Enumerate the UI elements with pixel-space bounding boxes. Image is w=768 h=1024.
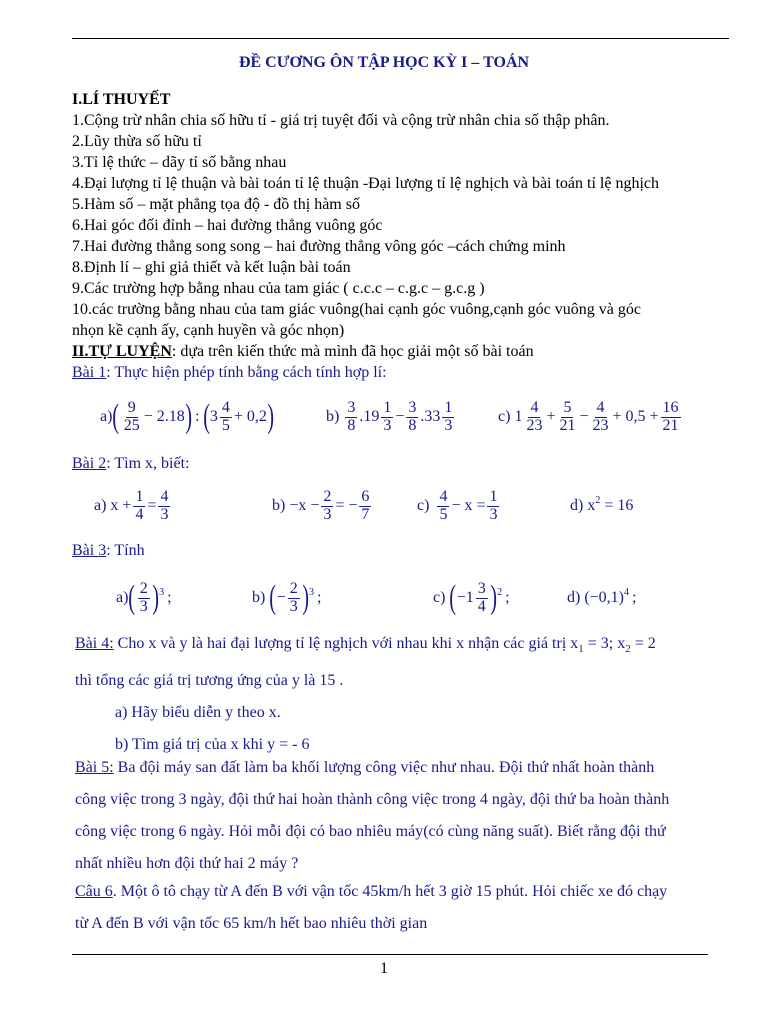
denominator: 21 — [662, 416, 679, 434]
fraction — [158, 489, 170, 524]
bai3-b-label: b) — [252, 589, 266, 606]
bai2-label: Bài 2 — [72, 455, 107, 472]
numerator: 4 — [530, 398, 539, 416]
numerator: 16 — [662, 398, 679, 416]
bai4-line1 — [75, 628, 735, 665]
fraction — [442, 400, 454, 435]
fraction — [133, 489, 145, 524]
theory-item: 10.các trường bằng nhau của tam giác vuông(hai cạnh góc vuông,cạnh góc vuông và góc — [72, 301, 641, 318]
practice-heading: II.TỰ LUYỆN — [72, 343, 172, 360]
numerator: 4 — [596, 398, 605, 416]
bai3-expr-b — [252, 576, 321, 620]
numerator: 4 — [439, 487, 448, 505]
bai2-expr-a — [94, 486, 172, 526]
fraction — [437, 489, 449, 524]
numerator: 4 — [160, 487, 169, 505]
numerator: 1 — [489, 487, 498, 505]
bai1-label: Bài 1 — [72, 364, 107, 381]
numerator: 3 — [347, 398, 356, 416]
paren-close: ) — [267, 398, 274, 435]
bai1-b-label: b) — [326, 408, 340, 425]
bai3-expr-d — [567, 576, 636, 620]
bai3-heading — [72, 541, 145, 561]
paren-open: ( — [269, 579, 277, 616]
cau6-label: Câu 6 — [75, 883, 113, 900]
bai2-d-label: d) x — [570, 497, 596, 514]
bai1-expr-a — [100, 396, 274, 438]
exponent: 2 — [497, 586, 503, 598]
bai1-expr-b — [326, 396, 456, 438]
fraction — [524, 400, 544, 435]
bai5-line: nhất nhiều hơn đội thứ hai 2 máy ? — [75, 855, 299, 872]
fraction — [557, 400, 577, 435]
paren-open: ( — [128, 579, 136, 616]
numerator: 2 — [323, 487, 332, 505]
bai3-text: : Tính — [106, 542, 145, 559]
numerator: 2 — [139, 579, 148, 597]
paren-open: ( — [449, 579, 457, 616]
bai2-expr-c — [417, 486, 501, 526]
fraction — [591, 400, 611, 435]
theory-item: 7.Hai đường thẳng song song – hai đường thẳng vông góc –cách chứng minh — [72, 238, 566, 255]
numerator: 1 — [135, 487, 144, 505]
bai4-block — [75, 628, 735, 761]
bai2-text: : Tìm x, biết: — [106, 455, 190, 472]
bai2-a-label: a) x + — [94, 497, 132, 514]
fraction — [487, 489, 499, 524]
paren-close: ) — [152, 579, 159, 616]
paren-open: ( — [202, 398, 210, 435]
exponent: 3 — [309, 586, 315, 598]
bai3-c-end: ; — [505, 589, 510, 606]
fraction — [220, 400, 232, 435]
bai4-line2: thì tổng các giá trị tương ứng của y là 15 . — [75, 672, 344, 690]
bai5-label: Bài 5: — [75, 759, 114, 776]
bai4-text: = 2 — [630, 635, 656, 652]
bai3-b-sign: − — [276, 589, 286, 606]
fraction — [321, 489, 333, 524]
page-title: ĐỀ CƯƠNG ÔN TẬP HỌC KỲ I – TOÁN — [238, 54, 530, 71]
cau6-line — [75, 876, 735, 908]
bai5-block — [75, 752, 735, 880]
theory-item: 5.Hàm số – mặt phẳng tọa độ - đồ thị hàm số — [72, 196, 360, 213]
theory-item: 1.Cộng trừ nhân chia số hữu tỉ - giá trị tuyệt đối và cộng trừ nhân chia số thập phân. — [72, 112, 610, 129]
fraction — [661, 400, 681, 435]
numerator: 3 — [408, 398, 417, 416]
denominator: 4 — [135, 505, 144, 523]
practice-intro: : dựa trên kiến thức mà mình đã học giải một số bài toán — [171, 343, 534, 360]
paren-open: ( — [112, 398, 120, 435]
bai2-expr-d — [570, 486, 633, 526]
denominator: 3 — [323, 505, 332, 523]
theory-item: 9.Các trường hợp bằng nhau của tam giác ( c.c.c – c.g.c – g.c.g ) — [72, 280, 485, 297]
denominator: 5 — [221, 416, 230, 434]
bai1-c-op: + — [546, 408, 556, 425]
bai4-question-a: a) Hãy biểu diễn y theo x. — [115, 704, 281, 722]
denominator: 8 — [408, 416, 417, 434]
subscript: 1 — [578, 643, 584, 656]
bai1-heading — [72, 363, 387, 383]
denominator: 3 — [289, 597, 298, 615]
cau6-line: từ A đến B với vận tốc 65 km/h hết bao nhiêu thời gian — [75, 915, 428, 932]
bai1-a-colon: : — [195, 408, 200, 425]
denominator: 3 — [444, 416, 453, 434]
denominator: 3 — [383, 416, 392, 434]
fraction — [381, 400, 393, 435]
bai2-expr-b — [272, 486, 373, 526]
denominator: 23 — [526, 416, 543, 434]
exponent: 2 — [595, 494, 601, 506]
subscript: 2 — [625, 643, 631, 656]
bai1-a-label: a) — [100, 408, 113, 425]
bai3-expr-a — [116, 576, 172, 620]
numerator: 6 — [361, 487, 370, 505]
theory-item: 2.Lũy thừa số hữu tỉ — [72, 133, 202, 150]
denominator: 3 — [489, 505, 498, 523]
fraction — [476, 581, 488, 616]
bai3-d-label: d) — [567, 589, 581, 606]
bai5-line — [75, 752, 735, 784]
denominator: 3 — [160, 505, 169, 523]
bai5-text: Ba đội máy san đất làm ba khối lượng công việc như nhau. Đội thứ nhất hoàn thành — [113, 759, 655, 776]
cau6-text: . Một ô tô chạy từ A đến B với vận tốc 45km/h hết 3 giờ 15 phút. Hỏi chiếc xe đó chạy — [112, 883, 668, 900]
fraction — [138, 581, 150, 616]
denominator: 5 — [439, 505, 448, 523]
bai2-a-eq: = — [147, 497, 157, 514]
denominator: 3 — [139, 597, 148, 615]
bai3-a-end: ; — [167, 589, 172, 606]
bai2-b-term: −x − — [289, 497, 320, 514]
denominator: 7 — [361, 505, 370, 523]
denominator: 4 — [477, 597, 486, 615]
bai1-b-term: .33 — [420, 408, 441, 425]
paren-close: ) — [301, 579, 309, 616]
bai2-b-label: b) — [272, 497, 286, 514]
bai2-d-end: = 16 — [604, 497, 634, 514]
bai3-c-label: c) — [433, 589, 446, 606]
cau6-block — [75, 876, 735, 940]
denominator: 8 — [347, 416, 356, 434]
bottom-rule — [72, 954, 708, 955]
fraction — [345, 400, 357, 435]
numerator: 1 — [383, 398, 392, 416]
theory-item: 3.Tỉ lệ thức – dãy tỉ số bằng nhau — [72, 154, 287, 171]
bai2-b-eq: = − — [335, 497, 358, 514]
numerator: 2 — [289, 579, 298, 597]
numerator: 9 — [127, 398, 136, 416]
exponent: 4 — [624, 586, 630, 598]
denominator: 21 — [559, 416, 576, 434]
fraction — [359, 489, 371, 524]
top-rule — [72, 38, 729, 39]
bai5-line: công việc trong 6 ngày. Hỏi mỗi đội có bao nhiêu máy(có cùng năng suất). Biết rằng đội thứ — [75, 823, 666, 840]
exponent: 3 — [159, 586, 165, 598]
numerator: 4 — [221, 398, 230, 416]
bai1-b-term: .19 — [359, 408, 380, 425]
denominator: 25 — [123, 416, 140, 434]
bai3-label: Bài 3 — [72, 542, 107, 559]
numerator: 5 — [563, 398, 572, 416]
theory-item: 6.Hai góc đối đỉnh – hai đường thẳng vuông góc — [72, 217, 383, 234]
bai4-text: = 3; x — [583, 635, 626, 652]
bai1-c-whole: 1 — [514, 408, 523, 425]
bai1-c-op: − — [579, 408, 589, 425]
fraction — [406, 400, 418, 435]
bai3-d-end: ; — [632, 589, 637, 606]
paren-close: ) — [185, 398, 192, 435]
theory-item: nhọn kề cạnh ấy, cạnh huyền và góc nhọn) — [72, 322, 345, 339]
bai4-label: Bài 4: — [75, 635, 114, 652]
theory-item: 8.Định lí – ghi giả thiết và kết luận bài toán — [72, 259, 351, 276]
bai2-c-term: − x = — [451, 497, 486, 514]
bai4-question-b: b) Tìm giá trị của x khi y = - 6 — [115, 736, 310, 754]
bai2-c-label: c) — [417, 497, 430, 514]
fraction — [288, 581, 300, 616]
bai1-a-end: + 0,2 — [233, 408, 267, 425]
practice-heading-line — [72, 342, 534, 362]
denominator: 23 — [592, 416, 609, 434]
bai3-d-value: (−0,1) — [584, 589, 625, 606]
bai4-text: Cho x và y là hai đại lượng tỉ lệ nghịch với nhau khi x nhận các giá trị x — [113, 635, 579, 652]
bai3-b-end: ; — [317, 589, 322, 606]
bai1-a-term: − 2.18 — [143, 408, 185, 425]
bai1-text: : Thực hiện phép tính bằng cách tính hợp lí: — [106, 364, 387, 381]
bai3-c-mixed: −1 — [456, 589, 474, 606]
numerator: 3 — [477, 579, 486, 597]
bai1-c-label: c) — [498, 408, 511, 425]
bai1-a-whole: 3 — [209, 408, 218, 425]
bai3-a-label: a) — [116, 589, 129, 606]
bai1-b-op: − — [395, 408, 405, 425]
fraction — [122, 400, 142, 435]
theory-item: 4.Đại lượng tỉ lệ thuận và bài toán tỉ lệ thuận -Đại lượng tỉ lệ nghịch và bài toán tỉ lệ nghịch — [72, 175, 660, 192]
bai2-heading — [72, 454, 189, 474]
bai1-c-op: + 0,5 + — [612, 408, 659, 425]
bai3-expr-c — [433, 576, 510, 620]
bai5-line: công việc trong 3 ngày, đội thứ hai hoàn thành công việc trong 4 ngày, đội thứ ba hoàn thành — [75, 791, 670, 808]
page-number: 1 — [380, 960, 388, 977]
bai1-expr-c — [498, 396, 683, 438]
numerator: 1 — [444, 398, 453, 416]
paren-close: ) — [490, 579, 497, 616]
theory-heading: I.LÍ THUYẾT — [72, 91, 171, 108]
